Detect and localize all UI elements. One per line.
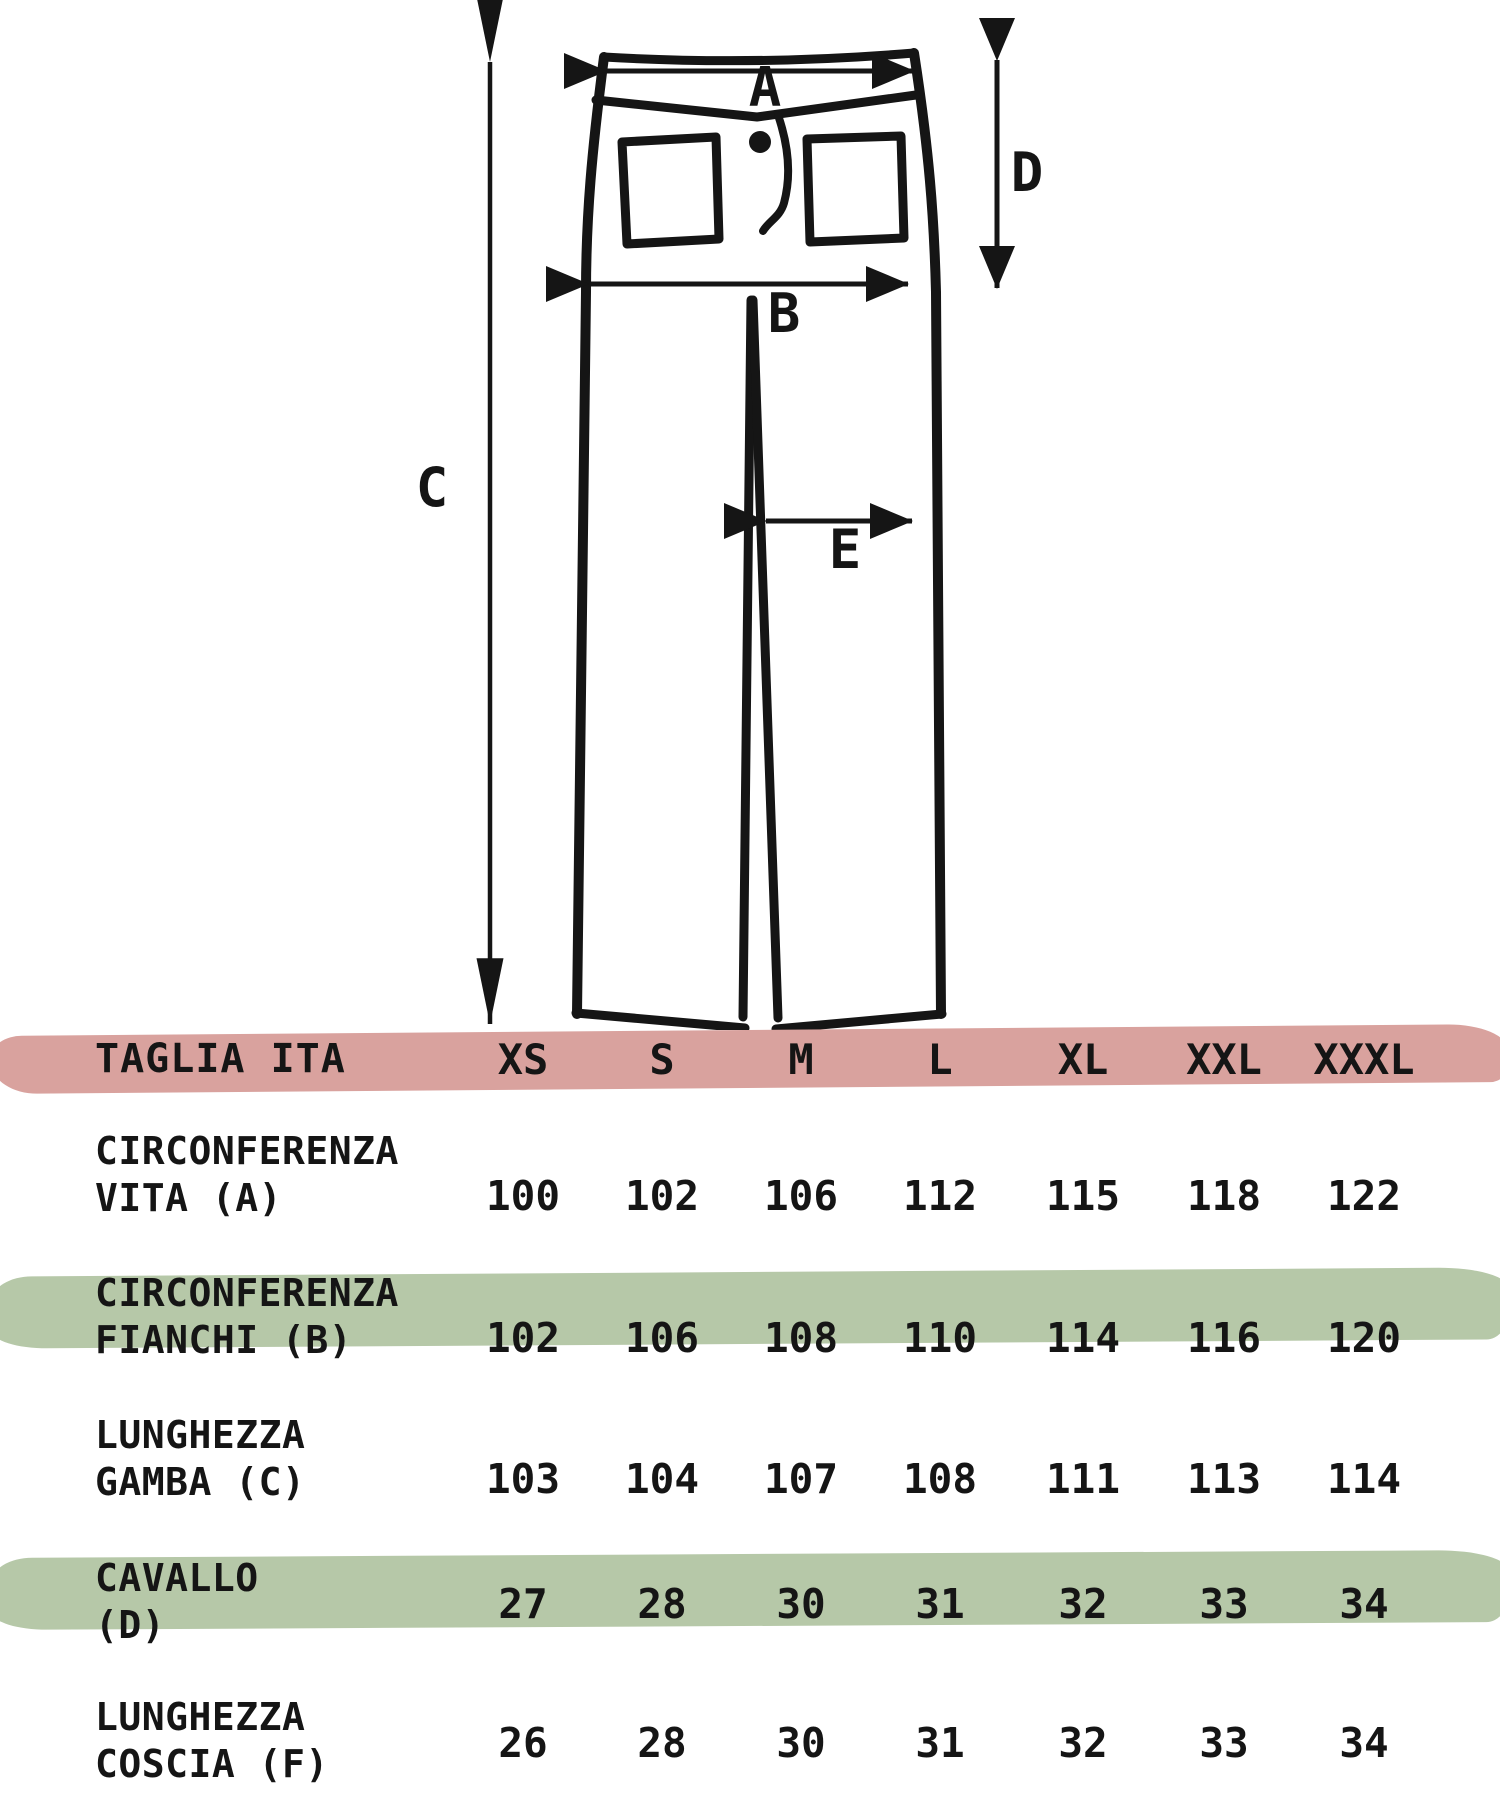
- row-label-line2: COSCIA (F): [95, 1742, 329, 1786]
- cell-value: 114: [1045, 1314, 1121, 1362]
- cell-value: 118: [1186, 1172, 1262, 1220]
- left-pocket: [622, 137, 719, 244]
- cell-value: 106: [624, 1314, 700, 1362]
- cell-value: 112: [902, 1172, 978, 1220]
- cell-value: 115: [1045, 1172, 1121, 1220]
- cell-value: 31: [915, 1719, 965, 1767]
- row-label-waist: [95, 1128, 399, 1222]
- size-header-m: M: [788, 1035, 814, 1084]
- cell-value: 107: [763, 1455, 839, 1503]
- cell-value: 30: [776, 1719, 826, 1767]
- cell-value: 111: [1045, 1455, 1121, 1503]
- right-hem: [776, 1014, 942, 1029]
- cell-value: 114: [1326, 1455, 1402, 1503]
- cell-value: 113: [1186, 1455, 1262, 1503]
- row-label-line2: GAMBA (C): [95, 1460, 306, 1504]
- cell-value: 33: [1199, 1719, 1249, 1767]
- cell-value: 100: [485, 1172, 561, 1220]
- cell-value: 32: [1058, 1580, 1108, 1628]
- cell-value: 31: [915, 1580, 965, 1628]
- size-header-s: S: [649, 1035, 675, 1084]
- cell-value: 34: [1339, 1719, 1389, 1767]
- cell-value: 30: [776, 1580, 826, 1628]
- size-header-xl: XL: [1057, 1035, 1109, 1084]
- right-pocket: [807, 136, 904, 242]
- size-header-xxxl: XXXL: [1313, 1035, 1415, 1084]
- fly-seam: [763, 115, 788, 231]
- cell-value: 28: [637, 1580, 687, 1628]
- row-label-line1: CAVALLO: [95, 1556, 259, 1600]
- cell-value: 103: [485, 1455, 561, 1503]
- cell-value: 102: [624, 1172, 700, 1220]
- cell-value: 110: [902, 1314, 978, 1362]
- cell-value: 106: [763, 1172, 839, 1220]
- size-header-xxl: XXL: [1186, 1035, 1262, 1084]
- row-label-hips: [95, 1270, 399, 1364]
- right-inner-seam: [753, 300, 778, 1018]
- size-header-l: L: [927, 1035, 953, 1084]
- row-label-line1: CIRCONFERENZA: [95, 1129, 399, 1173]
- button-icon: [749, 131, 771, 153]
- row-label-line2: FIANCHI (B): [95, 1318, 353, 1362]
- cell-value: 28: [637, 1719, 687, 1767]
- row-label-leg-length: [95, 1412, 305, 1506]
- cell-value: 102: [485, 1314, 561, 1362]
- cell-value: 32: [1058, 1719, 1108, 1767]
- label-b: B: [767, 282, 801, 345]
- label-a: A: [748, 56, 782, 119]
- left-inner-seam: [743, 300, 751, 1017]
- row-label-line1: CIRCONFERENZA: [95, 1271, 399, 1315]
- cell-value: 26: [498, 1719, 548, 1767]
- cell-value: 104: [624, 1455, 700, 1503]
- label-d: D: [1010, 141, 1044, 204]
- label-c: C: [415, 456, 449, 519]
- left-hem: [576, 1013, 745, 1028]
- row-label-line1: LUNGHEZZA: [95, 1413, 306, 1457]
- cell-value: 120: [1326, 1314, 1402, 1362]
- row-label-line1: LUNGHEZZA: [95, 1695, 306, 1739]
- row-label-rise: [95, 1555, 259, 1649]
- cell-value: 27: [498, 1580, 548, 1628]
- cell-value: 108: [763, 1314, 839, 1362]
- cell-value: 116: [1186, 1314, 1262, 1362]
- size-header-xs: XS: [497, 1035, 549, 1084]
- right-outer-seam: [914, 53, 941, 1014]
- cell-value: 108: [902, 1455, 978, 1503]
- row-label-thigh: [95, 1694, 329, 1788]
- table-header-label: TAGLIA ITA: [95, 1036, 346, 1082]
- label-e: E: [828, 518, 862, 581]
- cell-value: 122: [1326, 1172, 1402, 1220]
- cell-value: 34: [1339, 1580, 1389, 1628]
- row-label-line2: (D): [95, 1603, 166, 1647]
- left-outer-seam: [577, 57, 604, 1014]
- row-label-line2: VITA (A): [95, 1176, 283, 1220]
- cell-value: 33: [1199, 1580, 1249, 1628]
